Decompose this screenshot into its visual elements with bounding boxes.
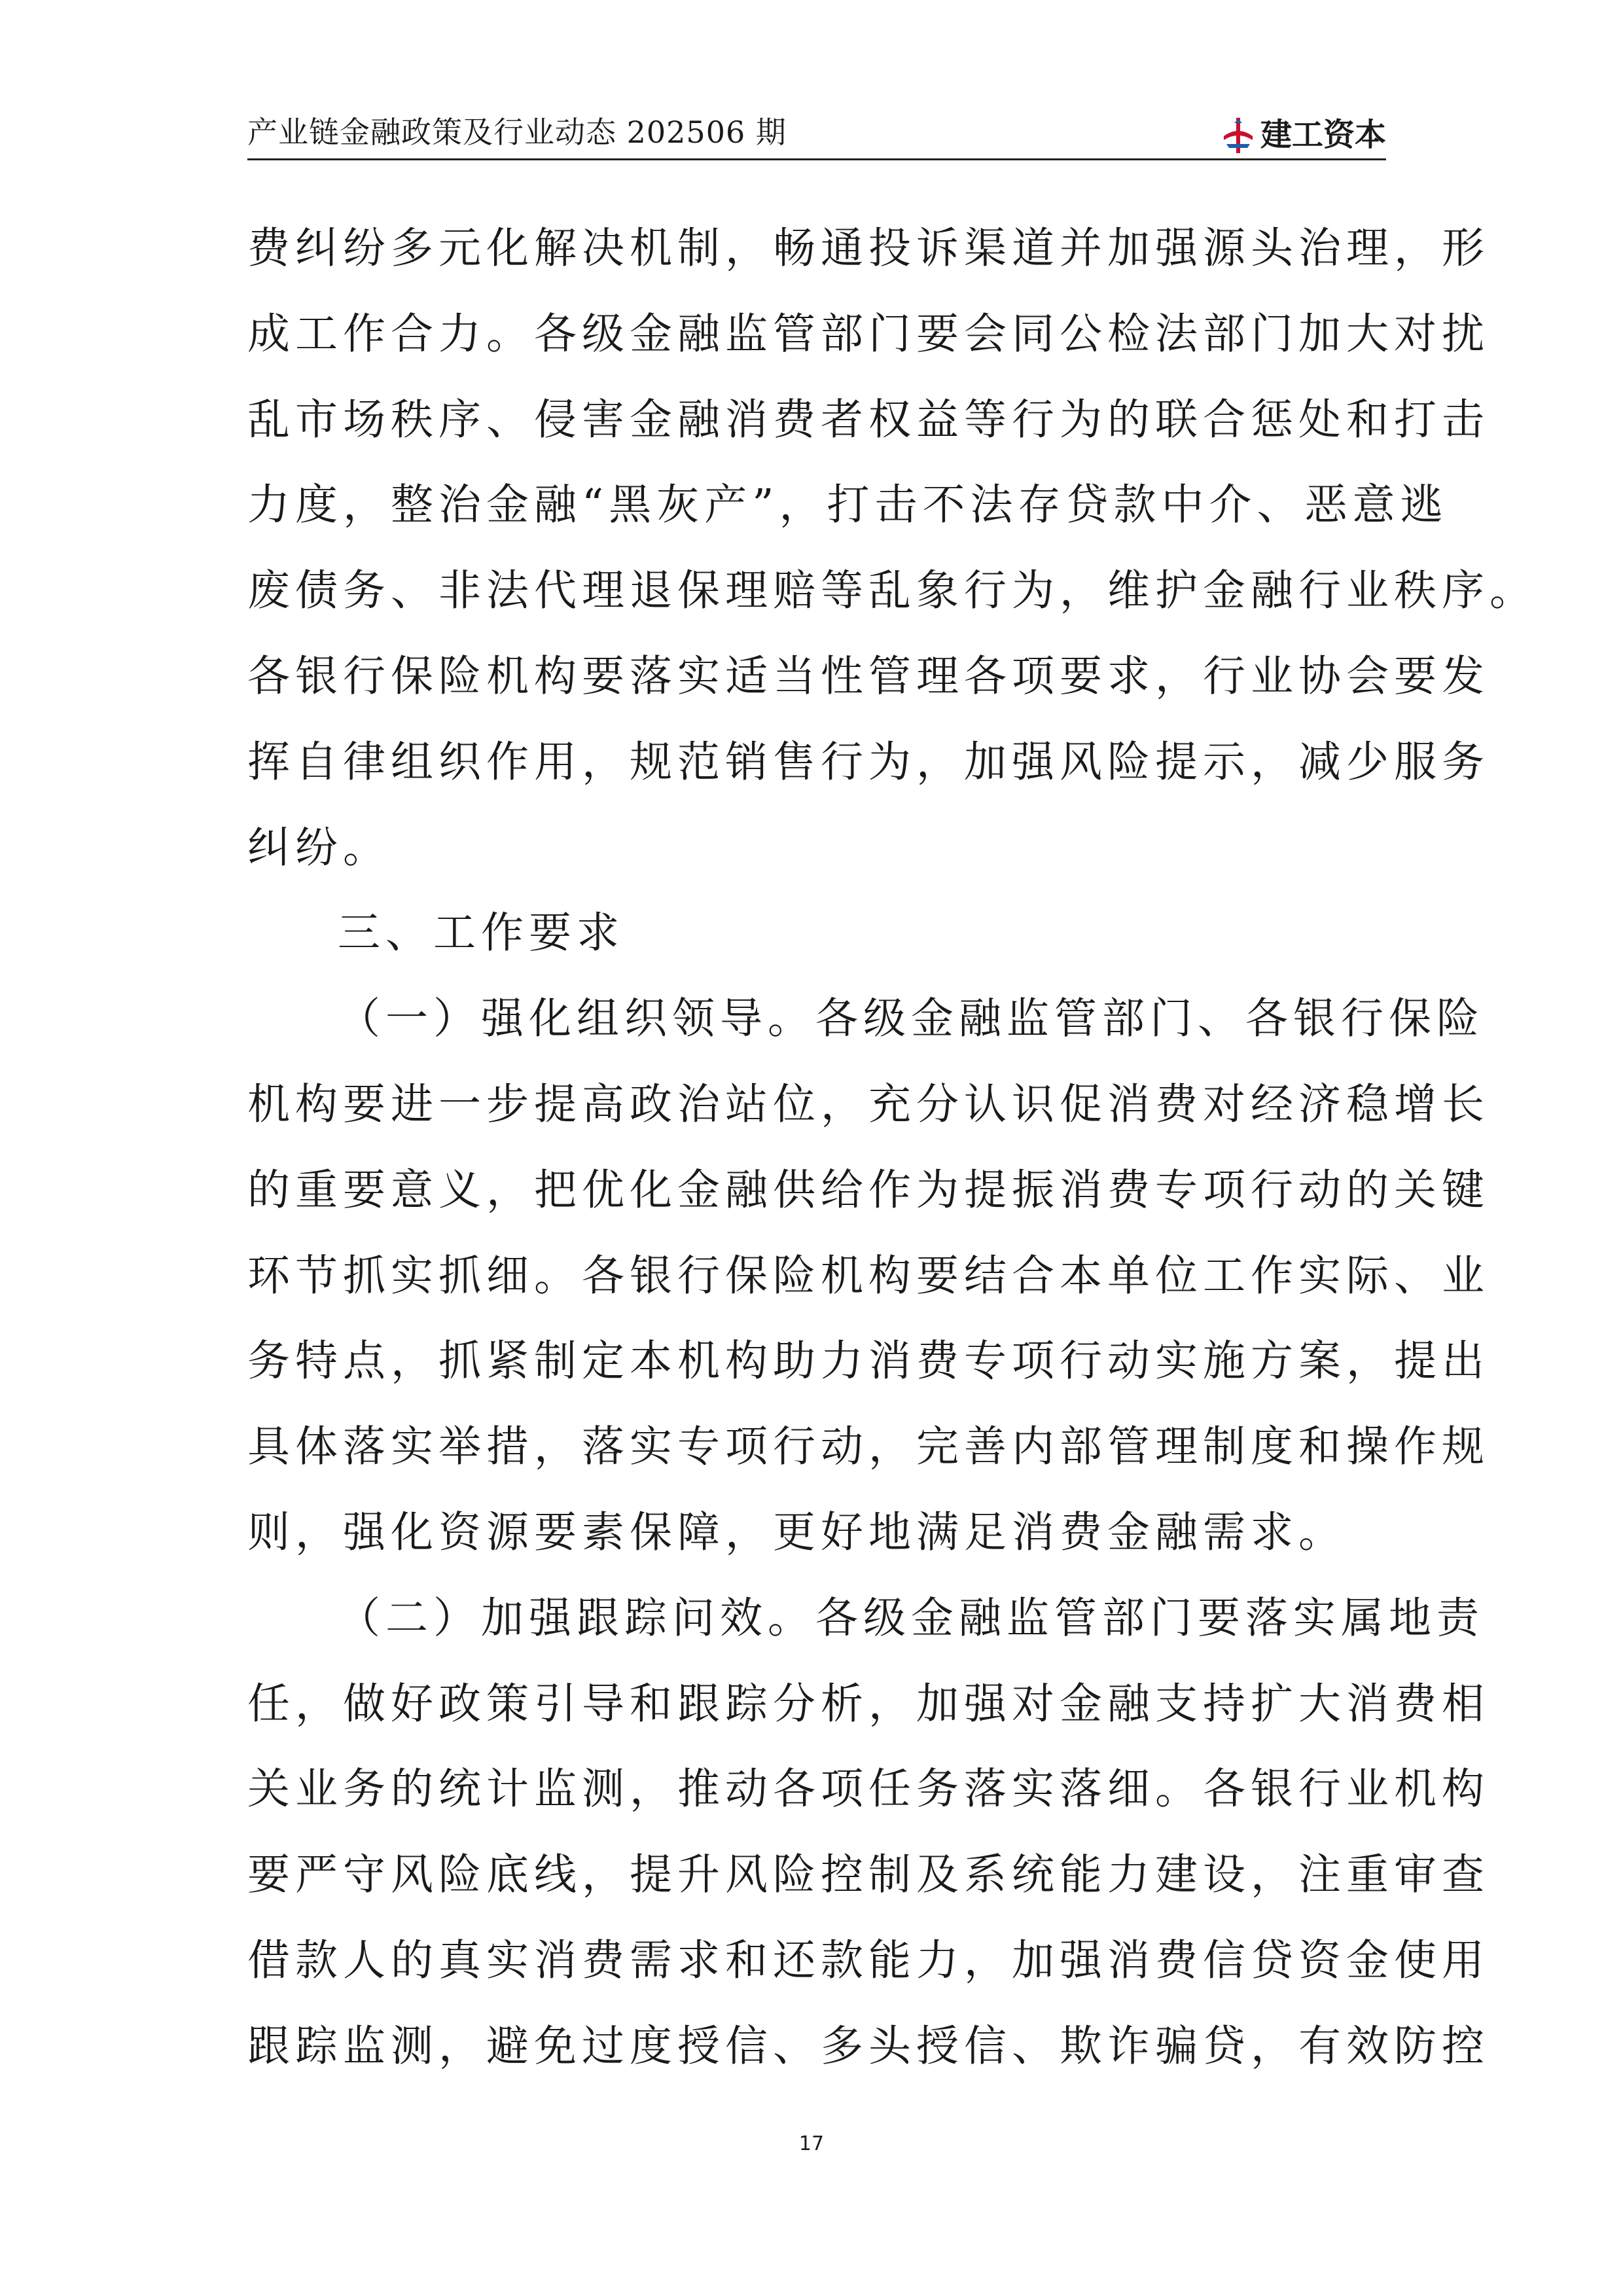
text-line: 的重要意义，把优化金融供给作为提振消费专项行动的关键 bbox=[247, 1165, 1490, 1215]
text-line: 挥自律组织作用，规范销售行为，加强风险提示，减少服务 bbox=[247, 737, 1490, 787]
text-line: 机构要进一步提高政治站位，充分认识促消费对经济稳增长 bbox=[247, 1079, 1490, 1129]
paragraph bbox=[247, 891, 1386, 977]
text-line: 三、工作要求 bbox=[338, 908, 625, 958]
text-line: 借款人的真实消费需求和还款能力，加强消费信贷资金使用 bbox=[247, 1935, 1490, 1985]
text-line: 任，做好政策引导和跟踪分析，加强对金融支持扩大消费相 bbox=[247, 1679, 1490, 1729]
text-line: 力度，整治金融“黑灰产”，打击不法存贷款中介、恶意逃 bbox=[247, 480, 1448, 530]
page-number: 17 bbox=[798, 2132, 825, 2155]
text-line: 要严守风险底线，提升风险控制及系统能力建设，注重审查 bbox=[247, 1850, 1490, 1900]
jiangong-logo-icon bbox=[1221, 117, 1255, 154]
text-line: 则，强化资源要素保障，更好地满足消费金融需求。 bbox=[247, 1507, 1347, 1557]
text-line: 费纠纷多元化解决机制，畅通投诉渠道并加强源头治理，形 bbox=[247, 224, 1490, 273]
paragraph bbox=[247, 1576, 1490, 2090]
text-line: 跟踪监测，避免过度授信、多头授信、欺诈骗贷，有效防控 bbox=[247, 2021, 1490, 2071]
text-line: 成工作合力。各级金融监管部门要会同公检法部门加大对扰 bbox=[247, 309, 1490, 359]
paragraph bbox=[247, 206, 1538, 891]
paragraph bbox=[247, 977, 1490, 1576]
text-line: 具体落实举措，落实专项行动，完善内部管理制度和操作规 bbox=[247, 1422, 1490, 1472]
text-line: 关业务的统计监测，推动各项任务落实落细。各银行业机构 bbox=[247, 1765, 1490, 1814]
page-header bbox=[247, 111, 1386, 160]
text-line: 废债务、非法代理退保理赔等乱象行为，维护金融行业秩序。 bbox=[247, 566, 1538, 616]
text-line: 乱市场秩序、侵害金融消费者权益等行为的联合惩处和打击 bbox=[247, 395, 1490, 444]
text-line: 纠纷。 bbox=[247, 823, 391, 872]
text-line: （一）强化组织领导。各级金融监管部门、各银行保险 bbox=[338, 994, 1485, 1044]
header-brand bbox=[1221, 109, 1386, 154]
brand-name: 建工资本 bbox=[1260, 117, 1386, 153]
text-line: 各银行保险机构要落实适当性管理各项要求，行业协会要发 bbox=[247, 651, 1490, 701]
body-text bbox=[247, 206, 1538, 2090]
text-line: （二）加强跟踪问效。各级金融监管部门要落实属地责 bbox=[338, 1593, 1485, 1643]
text-line: 务特点，抓紧制定本机构助力消费专项行动实施方案，提出 bbox=[247, 1336, 1490, 1386]
text-line: 环节抓实抓细。各银行保险机构要结合本单位工作实际、业 bbox=[247, 1251, 1490, 1300]
header-title: 产业链金融政策及行业动态 202506 期 bbox=[247, 115, 787, 150]
